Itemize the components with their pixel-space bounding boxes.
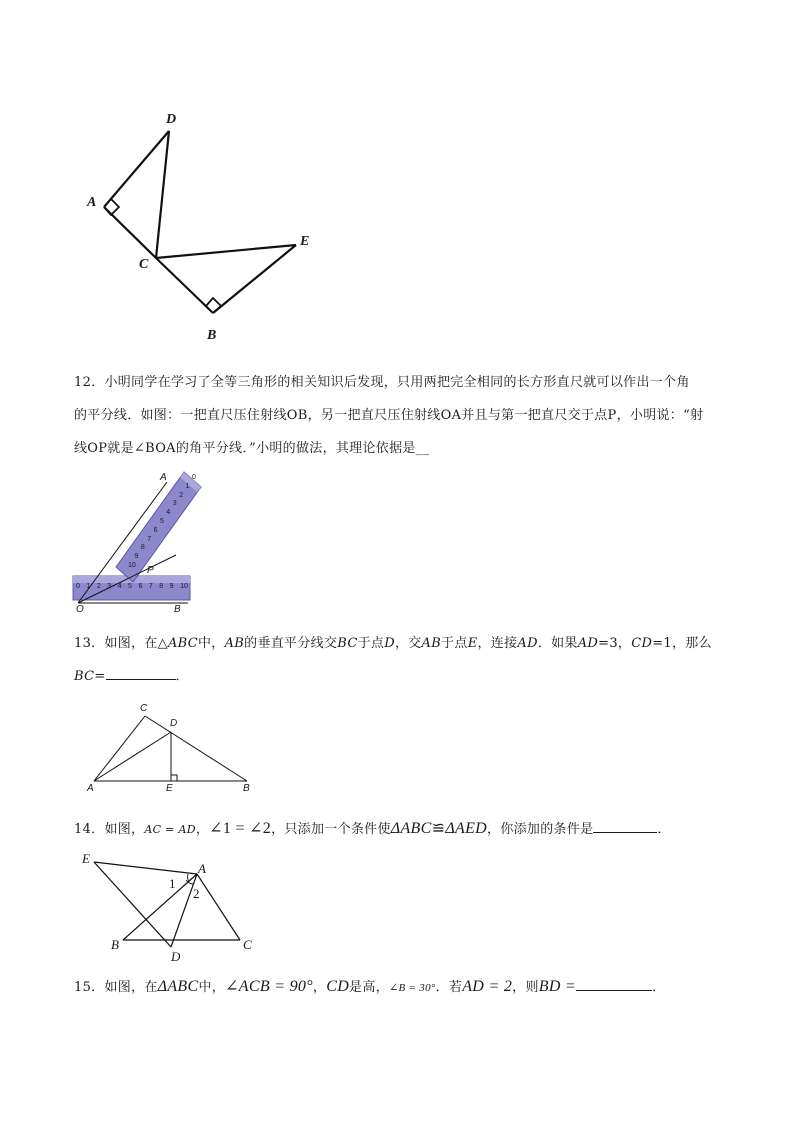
segment-CB xyxy=(156,258,213,313)
segment-BE xyxy=(213,245,296,313)
segment-EA xyxy=(94,862,197,874)
ruler-tick-label: 8 xyxy=(159,583,164,590)
ruler-tilted-tick-label: 2 xyxy=(179,491,184,499)
q12-line-3: 线OP就是∠BOA的角平分线．”小明的做法，其理论依据是__ xyxy=(74,441,430,456)
ruler-tick-label: 2 xyxy=(96,583,101,590)
ruler-tilted-tick-label: 10 xyxy=(128,562,136,569)
ruler-tilted-tick-label: 9 xyxy=(134,553,139,561)
ruler-horizontal-ticks xyxy=(76,583,188,590)
q13-line-1: 13．如图，在△ABC中，AB的垂直平分线交BC于点D，交AB于点E，连接AD．如果AD=3，CD=1，那么 xyxy=(74,636,712,651)
ruler-tilted-tick-label: 3 xyxy=(172,500,177,508)
right-angle-mark-A xyxy=(104,199,119,215)
ruler-tick-label: 0 xyxy=(76,583,80,590)
ruler-tilted-tick-label: 0 xyxy=(192,474,196,481)
label-E-q13: E xyxy=(166,783,173,794)
label-D: D xyxy=(166,112,177,127)
figure-q14-triangles xyxy=(80,850,255,965)
label-E: E xyxy=(300,234,310,249)
segment-AD xyxy=(94,732,171,781)
q12-line-1: 12．小明同学在学习了全等三角形的相关知识后发现，只用两把完全相同的长方形直尺就可以作出一个角 xyxy=(74,375,690,390)
figure-q13-triangle xyxy=(85,700,255,795)
ruler-tick-label: 10 xyxy=(180,583,188,590)
label-A: A xyxy=(87,195,97,210)
question-15: 15．如图，在ΔABC中，∠ACB = 90°，CD是高，∠B = 30°．若AD = 2，则BD = ． xyxy=(74,978,666,995)
answer-blank-q15[interactable] xyxy=(576,976,652,991)
segment-CE xyxy=(156,245,296,258)
label-angle-2: 2 xyxy=(193,886,200,901)
segment-CB xyxy=(145,716,247,781)
ruler-tick-label: 1 xyxy=(86,583,91,590)
question-14: 14．如图，AC = AD，∠1 = ∠2，只添加一个条件使ΔABC≌ΔAED，你添加的条件是 ． xyxy=(74,820,671,837)
ruler-tilted-tick-label: 8 xyxy=(140,544,145,552)
label-B-q12: B xyxy=(174,604,181,615)
label-D-q14: D xyxy=(171,949,181,964)
label-C-q13: C xyxy=(140,703,148,714)
label-A-q13: A xyxy=(87,783,94,794)
ruler-tilted-tick-label: 7 xyxy=(147,535,152,543)
ruler-tick-label: 7 xyxy=(148,583,153,590)
label-O-q12: O xyxy=(76,604,84,615)
label-A-q14: A xyxy=(198,861,206,876)
ruler-tilted-tick-label: 5 xyxy=(160,518,164,525)
label-angle-1: 1 xyxy=(169,876,176,891)
segment-DC xyxy=(156,131,169,258)
figure-top-right-triangles xyxy=(80,108,330,348)
ruler-tick-label: 5 xyxy=(128,583,132,590)
label-B-q14: B xyxy=(111,937,119,952)
ruler-tilted-tick-label: 4 xyxy=(166,509,171,517)
label-D-q13: D xyxy=(170,718,178,729)
ruler-tilted-ticks xyxy=(128,474,208,574)
ruler-tilted-tick-label: 1 xyxy=(185,482,190,490)
label-B-q13: B xyxy=(243,783,250,794)
ruler-tick-label: 3 xyxy=(107,583,112,590)
answer-blank-q13[interactable] xyxy=(106,665,176,680)
angle-arc-1 xyxy=(188,874,189,882)
q12-line-2: 的平分线．如图：一把直尺压住射线OB，另一把直尺压住射线OA并且与第一把直尺交于点P，小明说：“射 xyxy=(74,408,704,423)
right-angle-mark-E xyxy=(171,775,177,781)
label-C: C xyxy=(139,257,149,272)
question-13 xyxy=(74,627,724,693)
ruler-tick-label: 4 xyxy=(117,583,122,590)
ruler-tick-label: 9 xyxy=(169,583,174,590)
answer-blank-q14[interactable] xyxy=(593,818,657,833)
segment-AD xyxy=(104,131,169,207)
label-C-q14: C xyxy=(243,937,252,952)
q13-line-2: BC= ． xyxy=(74,660,724,693)
question-12 xyxy=(74,366,724,465)
label-P-q12: P xyxy=(147,565,154,576)
label-A-q12: A xyxy=(160,472,167,483)
segment-AC xyxy=(197,874,240,940)
segment-ED xyxy=(94,862,171,947)
segment-AC xyxy=(94,716,145,781)
right-angle-mark-B xyxy=(206,298,221,313)
label-B: B xyxy=(207,328,217,343)
label-E-q14: E xyxy=(82,851,90,866)
ruler-tilted-tick-label: 6 xyxy=(153,526,158,534)
ruler-tick-label: 6 xyxy=(138,583,143,590)
